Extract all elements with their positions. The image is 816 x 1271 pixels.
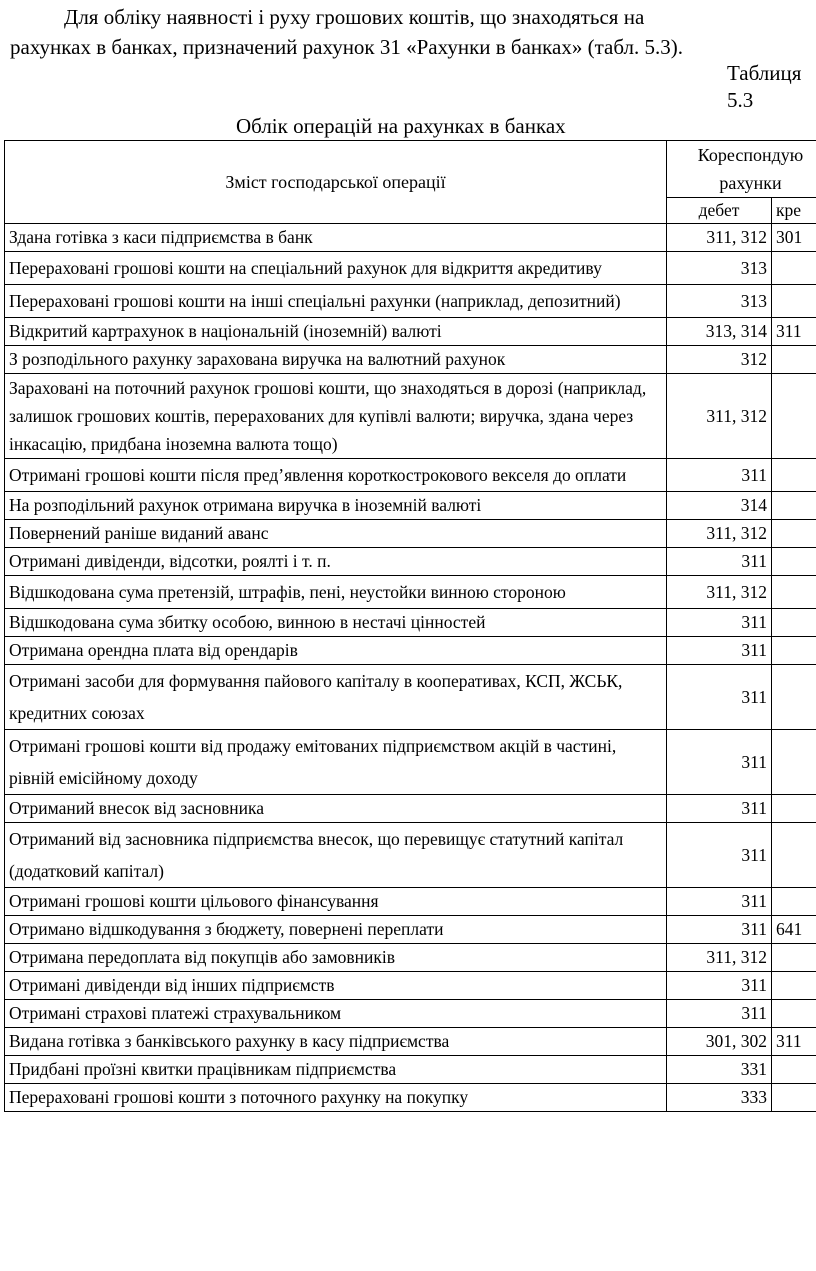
row-debit: 333 bbox=[667, 1084, 772, 1112]
header-corresponding bbox=[667, 141, 816, 198]
table-row bbox=[5, 609, 816, 637]
table-row bbox=[5, 1000, 816, 1028]
row-description: Отримані засоби для формування пайового капіталу в кооперативах, КСП, ЖСЬК, кредитних союзах bbox=[5, 665, 667, 730]
row-credit bbox=[772, 459, 816, 492]
row-debit: 311 bbox=[667, 823, 772, 888]
row-credit bbox=[772, 972, 816, 1000]
table-row bbox=[5, 916, 816, 944]
row-credit bbox=[772, 492, 816, 520]
row-description: Отримані дивіденди, відсотки, роялті і т. п. bbox=[5, 548, 667, 576]
row-credit bbox=[772, 548, 816, 576]
row-debit: 313 bbox=[667, 285, 772, 318]
row-description: Отримані грошові кошти цільового фінансування bbox=[5, 888, 667, 916]
row-description: Відшкодована сума претензій, штрафів, пені, неустойки винною стороною bbox=[5, 576, 667, 609]
table-number: 5.3 bbox=[727, 88, 754, 112]
row-credit: 641 bbox=[772, 916, 816, 944]
row-description: Здана готівка з каси підприємства в банк bbox=[5, 224, 667, 252]
row-debit: 313, 314 bbox=[667, 318, 772, 346]
table-row bbox=[5, 637, 816, 665]
row-description: Отримані грошові кошти від продажу емітованих підприємством акцій в частині, рівній емісійному доходу bbox=[5, 730, 667, 795]
table-body bbox=[5, 224, 816, 1112]
intro-line-1: Для обліку наявності і руху грошових коштів, що знаходяться на bbox=[64, 5, 645, 29]
table-row bbox=[5, 459, 816, 492]
table-row bbox=[5, 285, 816, 318]
table-row bbox=[5, 252, 816, 285]
row-debit: 311 bbox=[667, 665, 772, 730]
table-row bbox=[5, 823, 816, 888]
row-credit bbox=[772, 1084, 816, 1112]
table-row bbox=[5, 576, 816, 609]
table-row bbox=[5, 346, 816, 374]
table-row bbox=[5, 730, 816, 795]
row-description: Зараховані на поточний рахунок грошові кошти, що знаходяться в дорозі (наприклад, залишок грошових коштів, перерахованих для купівлі валюти; виручка, здана через інкасацію, придбана іноземна валюта тощо) bbox=[5, 374, 667, 459]
row-credit bbox=[772, 346, 816, 374]
row-debit: 311 bbox=[667, 637, 772, 665]
header-content: Зміст господарської операції bbox=[5, 141, 667, 224]
row-credit bbox=[772, 609, 816, 637]
table-row bbox=[5, 972, 816, 1000]
intro-line-2: рахунках в банках, призначений рахунок 31 «Рахунки в банках» (табл. 5.3). bbox=[10, 35, 684, 59]
row-debit: 311 bbox=[667, 916, 772, 944]
row-debit: 311, 312 bbox=[667, 520, 772, 548]
row-description: Отримані дивіденди від інших підприємств bbox=[5, 972, 667, 1000]
operations-table bbox=[4, 140, 816, 1112]
row-debit: 311 bbox=[667, 888, 772, 916]
table-title: Облік операцій на рахунках в банках bbox=[236, 114, 566, 138]
table-row bbox=[5, 318, 816, 346]
row-credit bbox=[772, 252, 816, 285]
row-description: На розподільний рахунок отримана виручка в іноземній валюті bbox=[5, 492, 667, 520]
row-description: Повернений раніше виданий аванс bbox=[5, 520, 667, 548]
header-debit: дебет bbox=[667, 198, 772, 224]
row-description: Видана готівка з банківського рахунку в касу підприємства bbox=[5, 1028, 667, 1056]
row-credit bbox=[772, 374, 816, 459]
table-header bbox=[5, 141, 816, 224]
row-description: Отримана орендна плата від орендарів bbox=[5, 637, 667, 665]
table-row bbox=[5, 1056, 816, 1084]
row-description: З розподільного рахунку зарахована виручка на валютний рахунок bbox=[5, 346, 667, 374]
table-row bbox=[5, 492, 816, 520]
table-row bbox=[5, 548, 816, 576]
row-credit bbox=[772, 1056, 816, 1084]
row-description: Отримана передоплата від покупців або замовників bbox=[5, 944, 667, 972]
table-row bbox=[5, 795, 816, 823]
row-credit: 301 bbox=[772, 224, 816, 252]
row-debit: 331 bbox=[667, 1056, 772, 1084]
row-debit: 311 bbox=[667, 1000, 772, 1028]
row-description: Отримані страхові платежі страхувальником bbox=[5, 1000, 667, 1028]
row-credit bbox=[772, 285, 816, 318]
row-credit bbox=[772, 795, 816, 823]
row-credit bbox=[772, 576, 816, 609]
row-credit: 311 bbox=[772, 318, 816, 346]
row-debit: 311, 312 bbox=[667, 576, 772, 609]
row-description: Відкритий картрахунок в національній (іноземній) валюті bbox=[5, 318, 667, 346]
row-debit: 311 bbox=[667, 459, 772, 492]
row-credit bbox=[772, 888, 816, 916]
table-row bbox=[5, 374, 816, 459]
row-debit: 311, 312 bbox=[667, 944, 772, 972]
table-row bbox=[5, 520, 816, 548]
row-description: Придбані проїзні квитки працівникам підприємства bbox=[5, 1056, 667, 1084]
row-debit: 311, 312 bbox=[667, 374, 772, 459]
intro-paragraph bbox=[0, 0, 816, 80]
row-debit: 312 bbox=[667, 346, 772, 374]
row-description: Отримано відшкодування з бюджету, повернені переплати bbox=[5, 916, 667, 944]
row-credit bbox=[772, 944, 816, 972]
row-credit bbox=[772, 520, 816, 548]
table-row bbox=[5, 224, 816, 252]
row-description: Отриманий внесок від засновника bbox=[5, 795, 667, 823]
row-credit bbox=[772, 823, 816, 888]
table-row bbox=[5, 1084, 816, 1112]
header-corr-line1: Кореспондую bbox=[697, 145, 804, 165]
row-debit: 311 bbox=[667, 609, 772, 637]
row-debit: 313 bbox=[667, 252, 772, 285]
table-row bbox=[5, 1028, 816, 1056]
row-debit: 311 bbox=[667, 730, 772, 795]
table-caption: Таблиця bbox=[727, 61, 802, 85]
table-row bbox=[5, 944, 816, 972]
table-row bbox=[5, 888, 816, 916]
row-description: Отримані грошові кошти після пред’явлення короткострокового векселя до оплати bbox=[5, 459, 667, 492]
row-description: Відшкодована сума збитку особою, винною в нестачі цінностей bbox=[5, 609, 667, 637]
row-credit bbox=[772, 665, 816, 730]
row-description: Отриманий від засновника підприємства внесок, що перевищує статутний капітал (додатковий капітал) bbox=[5, 823, 667, 888]
row-credit bbox=[772, 730, 816, 795]
row-debit: 311, 312 bbox=[667, 224, 772, 252]
row-description: Перераховані грошові кошти на інші спеціальні рахунки (наприклад, депозитний) bbox=[5, 285, 667, 318]
row-credit: 311 bbox=[772, 1028, 816, 1056]
row-debit: 314 bbox=[667, 492, 772, 520]
row-credit bbox=[772, 1000, 816, 1028]
row-description: Перераховані грошові кошти з поточного рахунку на покупку bbox=[5, 1084, 667, 1112]
row-debit: 311 bbox=[667, 972, 772, 1000]
row-debit: 311 bbox=[667, 795, 772, 823]
row-credit bbox=[772, 637, 816, 665]
header-corr-line2: рахунки bbox=[719, 173, 782, 193]
row-debit: 301, 302 bbox=[667, 1028, 772, 1056]
table-row bbox=[5, 665, 816, 730]
row-description: Перераховані грошові кошти на спеціальний рахунок для відкриття акредитиву bbox=[5, 252, 667, 285]
header-credit: кре bbox=[772, 198, 816, 224]
row-debit: 311 bbox=[667, 548, 772, 576]
